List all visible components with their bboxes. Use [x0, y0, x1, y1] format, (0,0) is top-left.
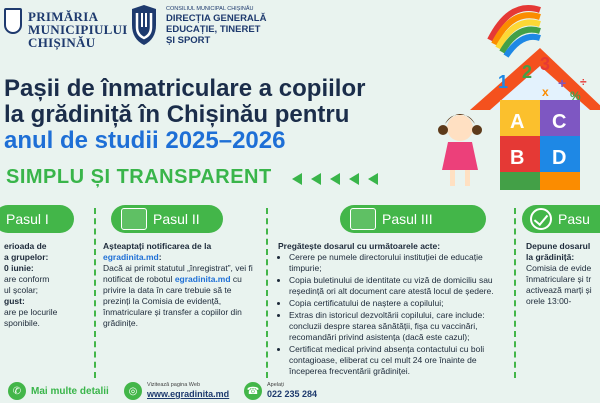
title-line-2: la grădiniță în Chișinău pentru: [4, 101, 350, 128]
step-2-card: [103, 205, 253, 377]
step-4-line: înmatriculare și tr: [526, 274, 592, 284]
column-divider: [94, 208, 96, 378]
illus-letter-b: B: [510, 147, 525, 169]
step-3-pill: [340, 205, 486, 233]
phone-number[interactable]: 022 235 284: [267, 389, 318, 399]
arrow-left-icon: [292, 173, 302, 185]
step-4-line: orele 13:00-: [526, 296, 572, 306]
web-link[interactable]: www.egradinita.md: [147, 389, 230, 399]
phone-icon: ☎: [244, 382, 262, 400]
illus-num-1: 1: [498, 72, 509, 92]
step-1-card: [0, 205, 74, 377]
step-1-body: [0, 241, 74, 329]
illus-sym-3: %: [570, 89, 581, 103]
column-divider: [514, 208, 516, 378]
step-1-line: sponibile.: [4, 318, 40, 328]
footer-phone[interactable]: [244, 382, 317, 400]
step-2-text-link[interactable]: egradinita.md: [174, 274, 231, 284]
arrow-left-icon: [368, 173, 378, 185]
illus-sym-1: +: [558, 75, 567, 91]
step-1-line: erioada de: [4, 241, 47, 251]
step-2-text-a: Dacă ai primit statutul „înregistrat”, vei fi notificat de robotul: [103, 263, 253, 284]
arrow-left-icon: [330, 173, 340, 185]
illus-num-3: 3: [540, 54, 551, 74]
arrow-left-icon: [311, 173, 321, 185]
globe-icon: ◎: [124, 382, 142, 400]
step-3-label: Pasul III: [382, 211, 433, 227]
step-3-item: • Cerere pe numele directorului instituției de educație timpurie;: [289, 252, 508, 274]
dgetis-emblem-icon: [128, 5, 160, 45]
step-4-heading-2: la grădiniță:: [526, 252, 575, 262]
footer: [0, 380, 600, 403]
child-icon: [438, 114, 482, 186]
illus-letter-d: D: [552, 147, 567, 169]
crest-icon: [4, 8, 22, 34]
step-4-pill: [522, 205, 600, 233]
step-4-label: Pasu: [558, 211, 590, 227]
step-2-pill: [111, 205, 223, 233]
step-3-item: • Copia buletinului de identitate cu viză de domiciliu sau reședință ori alt document care atestă locul de ședere.: [289, 275, 508, 297]
illus-sym-4: ÷: [580, 75, 587, 89]
logo-dgetis: [128, 3, 278, 57]
step-2-label: Pasul II: [153, 211, 200, 227]
step-3-item: • Extras din istoricul dezvoltării copilului, care include: concluzii despre starea sănătății, fișa cu vaccinări, recomandări privind asistența (dacă este cazul);: [289, 310, 508, 343]
chat-icon: ✆: [8, 382, 26, 400]
illus-num-2: 2: [522, 62, 533, 82]
more-details[interactable]: [8, 382, 109, 400]
logo-dgetis-line-1: DIRECȚIA GENERALĂ: [166, 13, 267, 24]
step-3-heading: Pregătește dosarul cu următoarele acte:: [278, 241, 441, 251]
step-1-line: gust:: [4, 296, 25, 306]
step-2-heading-link[interactable]: egradinita.md: [103, 252, 159, 262]
step-1-line: ul școlar;: [4, 285, 39, 295]
step-1-line: are pe locurile: [4, 307, 58, 317]
call-label: Apelați: [267, 382, 284, 388]
step-2-heading: Așteaptați notificarea de la: [103, 241, 212, 251]
rainbow-icon: [490, 8, 540, 56]
logo-pmc-line-1: PRIMĂRIA: [28, 9, 99, 24]
illus-sym-2: x: [542, 85, 549, 99]
more-details-label: Mai multe detalii: [31, 385, 109, 397]
step-1-label: Pasul I: [6, 211, 49, 227]
step-1-pill: [0, 205, 74, 233]
step-4-heading-1: Depune dosarul: [526, 241, 591, 251]
logo-dgetis-caption: CONSILIUL MUNICIPAL CHIȘINĂU: [166, 6, 254, 12]
step-2-heading-end: :: [158, 252, 162, 262]
step-3-card: [278, 205, 508, 377]
arrow-left-icon: [349, 173, 359, 185]
logo-primaria: [4, 6, 129, 50]
step-4-line: activează marți și: [526, 285, 592, 295]
step-2-text-b: cu privire la data în care trebuie să te prezinți la Comisia de evidență, înmatriculare și transfer a copiilor din grădinițe.: [103, 274, 242, 328]
tagline: SIMPLU ȘI TRANSPARENT: [6, 166, 272, 188]
step-1-line: are conform: [4, 274, 50, 284]
logo-pmc-line-3: CHIȘINĂU: [28, 35, 96, 50]
step-3-item: • Certificat medical privind absența contactului cu boli contagioase, eliberat cu cel mult 24 ore înainte de începerea frecventării grădiniței.: [289, 344, 508, 377]
school-icon: [121, 208, 147, 230]
step-1-line: a grupelor:: [4, 252, 49, 262]
arrows-decoration: [292, 172, 387, 190]
title-line-3: anul de studii 2025–2026: [4, 127, 286, 154]
illus-letter-a: A: [510, 111, 525, 133]
footer-web[interactable]: [124, 382, 229, 400]
logo-pmc-line-2: MUNICIPIULUI: [28, 22, 128, 37]
step-1-line: 0 iunie:: [4, 263, 34, 273]
title-line-1: Pașii de înmatriculare a copiilor: [4, 75, 366, 102]
puzzle-house-illustration: [430, 0, 600, 205]
logo-dgetis-line-2: EDUCAȚIE, TINERET: [166, 24, 261, 35]
step-3-item: • Copia certificatului de naștere a copilului;: [289, 298, 508, 309]
web-label: Vizitează pagina Web: [147, 382, 200, 388]
step-2-body: [103, 241, 253, 329]
step-4-body: [522, 241, 600, 307]
document-icon: [350, 208, 376, 230]
column-divider: [266, 208, 268, 378]
checkmark-icon: [530, 208, 552, 230]
step-4-line: Comisia de evide: [526, 263, 592, 273]
step-4-card: [522, 205, 600, 377]
illus-letter-c: C: [552, 111, 567, 133]
logo-dgetis-line-3: ȘI SPORT: [166, 35, 211, 46]
step-3-body: [278, 241, 508, 377]
page-title: [4, 76, 365, 154]
